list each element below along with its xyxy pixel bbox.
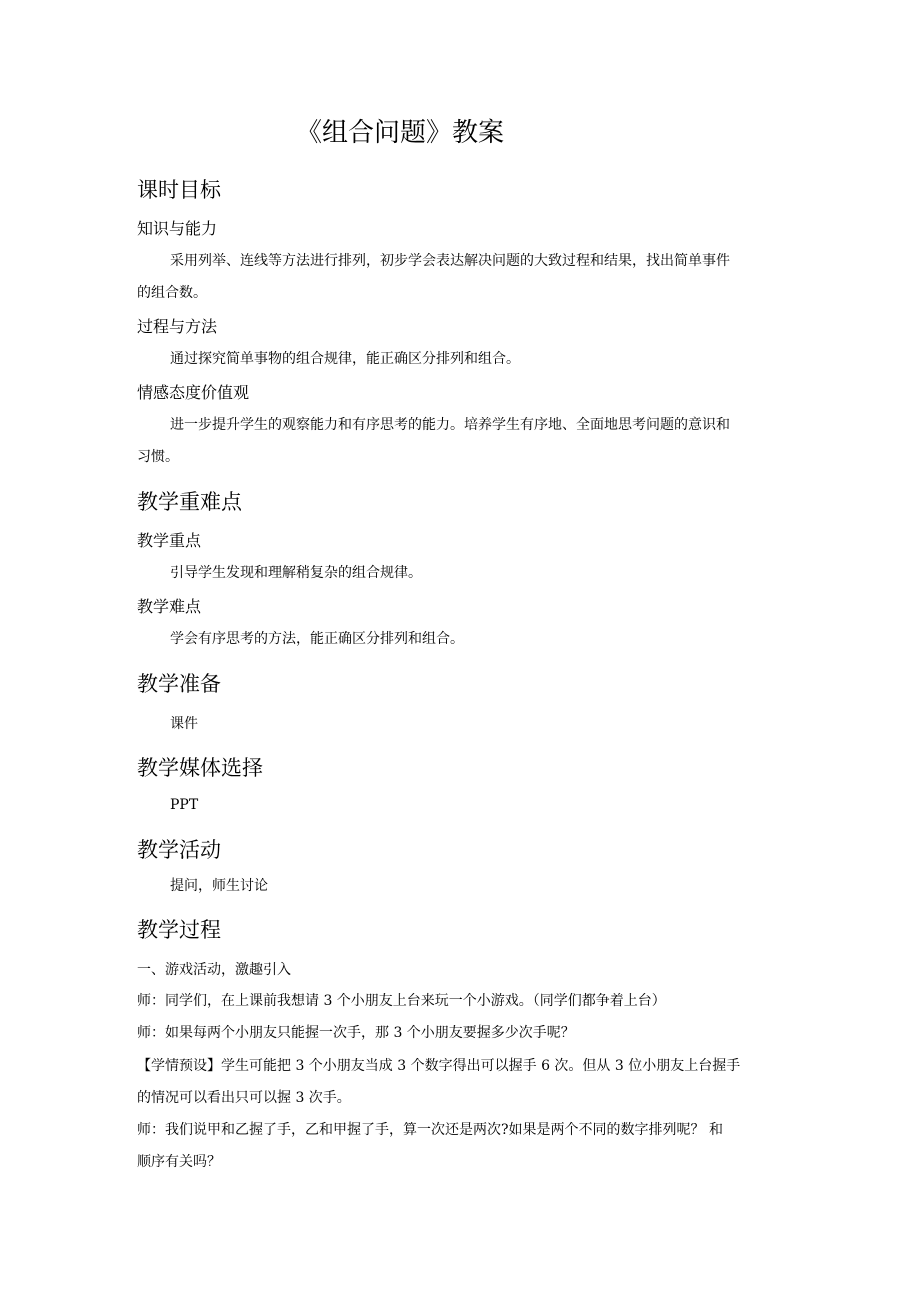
subheading-knowledge: 知识与能力 xyxy=(137,219,218,238)
section-heading-activity: 教学活动 xyxy=(137,838,221,862)
paragraph-line: 通过探究简单事物的组合规律，能正确区分排列和组合。 xyxy=(170,351,520,367)
paragraph-line: 顺序有关吗？ xyxy=(137,1154,221,1170)
paragraph-line: 学会有序思考的方法，能正确区分排列和组合。 xyxy=(170,631,464,647)
paragraph-line: 引导学生发现和理解稍复杂的组合规律。 xyxy=(170,565,422,581)
paragraph-line: 习惯。 xyxy=(137,449,179,465)
paragraph-line: 进一步提升学生的观察能力和有序思考的能力。培养学生有序地、全面地思考问题的意识和 xyxy=(170,417,730,433)
paragraph-line: 师：同学们，在上课前我想请 3 个小朋友上台来玩一个小游戏。（同学们都争着上台） xyxy=(137,993,666,1009)
subheading-emotion: 情感态度价值观 xyxy=(137,383,250,402)
paragraph-line: 课件 xyxy=(170,716,198,732)
paragraph-line: 师：我们说甲和乙握了手，乙和甲握了手，算一次还是两次?如果是两个不同的数字排列呢？ 和 xyxy=(137,1122,723,1138)
paragraph-line: PPT xyxy=(170,797,199,813)
paragraph-line: 提问，师生讨论 xyxy=(170,878,268,894)
step-heading: 一、游戏活动，激趣引入 xyxy=(137,962,291,978)
section-heading-teaching-process: 教学过程 xyxy=(137,918,221,942)
paragraph-line: 的组合数。 xyxy=(137,285,207,301)
paragraph-line: 师：如果每两个小朋友只能握一次手，那 3 个小朋友要握多少次手呢？ xyxy=(137,1025,575,1041)
section-heading-media: 教学媒体选择 xyxy=(137,756,263,780)
paragraph-line: 的情况可以看出只可以握 3 次手。 xyxy=(137,1090,351,1106)
section-heading-key-points: 教学重难点 xyxy=(137,490,242,514)
paragraph-line: 【学情预设】学生可能把 3 个小朋友当成 3 个数字得出可以握手 6 次。但从 3 位小朋友上台握手 xyxy=(137,1058,741,1074)
section-heading-objectives: 课时目标 xyxy=(137,178,221,202)
document-title: 《组合问题》教案 xyxy=(296,118,505,148)
paragraph-line: 采用列举、连线等方法进行排列，初步学会表达解决问题的大致过程和结果，找出简单事件 xyxy=(170,253,730,269)
subheading-difficulty: 教学难点 xyxy=(137,597,202,616)
section-heading-preparation: 教学准备 xyxy=(137,672,221,696)
subheading-focus: 教学重点 xyxy=(137,531,202,550)
subheading-process: 过程与方法 xyxy=(137,317,218,336)
